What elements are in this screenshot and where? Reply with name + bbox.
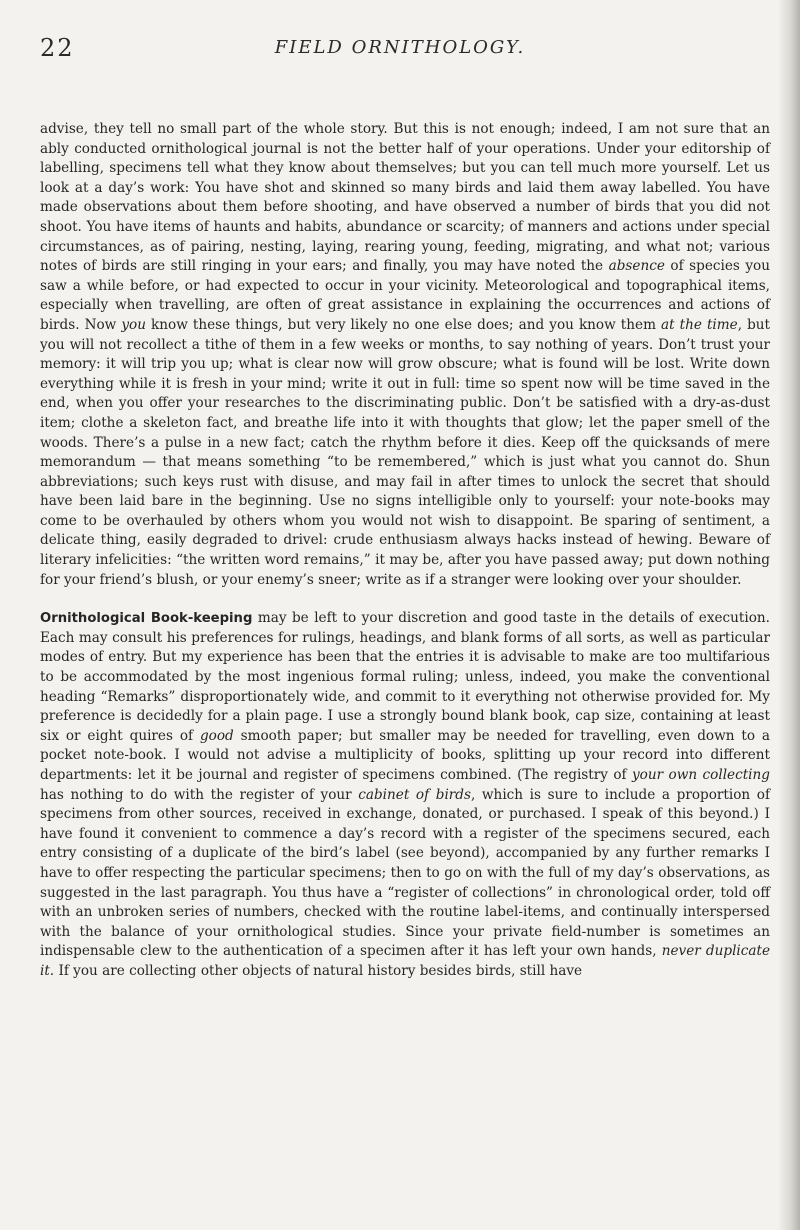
text-run: know these things, but very likely no one else does; and you know them bbox=[146, 316, 662, 333]
page-edge-shadow bbox=[778, 0, 800, 1230]
text-run: , which is sure to include a proportion of specimens from other sources, received in exchange, donated, or purchased. I speak of this beyond.) I have found it convenient to commence a day’s record with a register of the specimens secured, each entry consisting of a duplicate of the bird’s label (see beyond), accompanied by any further remarks I have to offer respecting the particular specimens; then to go on with the full of my day’s observations, as suggested in the last paragraph. You thus have a “register of collections” in chronological order, told off with an unbroken series of numbers, checked with the routine label-items, and continually interspersed with the balance of your ornithological studies. Since your private field-number is sometimes an indispensable clew to the authentication of a specimen after it has left your own hands, bbox=[40, 786, 770, 960]
page-number: 22 bbox=[40, 34, 75, 62]
italic-text: cabinet of birds bbox=[358, 786, 471, 803]
text-run: may be left to your discretion and good taste in the details of execution. Each may consult his preferences for rulings, headings, and blank forms of all sorts, as well as particular modes of entry. But my experience has been that the entries it is advisable to make are too multifarious to be accommodated by the most ingenious formal ruling; unless, indeed, you make the conventional heading “Remarks” disproportionately wide, and commit to it everything not otherwise provided for. My preference is decidedly for a plain page. I use a strongly bound blank book, cap size, containing at least six or eight quires of bbox=[40, 610, 770, 744]
text-run: has nothing to do with the register of your bbox=[40, 786, 359, 803]
page-header bbox=[0, 34, 800, 74]
body-text bbox=[40, 120, 770, 982]
italic-text: your own collecting bbox=[632, 767, 770, 783]
italic-text: good bbox=[199, 727, 234, 744]
paragraph bbox=[40, 120, 770, 590]
paragraph bbox=[40, 609, 770, 981]
text-run: of species you saw a while before, or had expected to occur in your vicinity. Meteorological and topographical items, especially when travelling, are often of great assistance in explaining the occurrences and actions of birds. Now bbox=[40, 258, 770, 333]
text-run: advise, they tell no small part of the whole story. But this is not enough; indeed, I am not sure that an ably conducted ornithological journal is not the better half of your operations. Under your editorship of labelling, specimens tell what they know about themselves; but you can tell much more yourself. Let us look at a day’s work: You have shot and skinned so many birds and laid them away labelled. You have made observations about them before shooting, and have observed a number of birds that you did not shoot. You have items of haunts and habits, abundance or scarcity; of manners and actions under special circumstances, as of pairing, nesting, laying, rearing young, feeding, migrating, and what not; various notes of birds are still ringing in your ears; and finally, you may have noted the bbox=[40, 121, 770, 275]
running-title: FIELD ORNITHOLOGY. bbox=[274, 37, 526, 58]
text-run: If you are collecting other objects of natural history besides birds, still have bbox=[54, 962, 583, 979]
italic-text: at the time bbox=[661, 316, 738, 333]
italic-text: absence bbox=[608, 258, 665, 275]
section-lead-heading: Ornithological Book-keeping bbox=[40, 611, 253, 627]
text-run: , but you will not recollect a tithe of them in a few weeks or months, to say nothing of years. Don’t trust your memory: it will trip you up; what is clear now will grow obscure; what is found will be lost. Write down everything while it is fresh in your mind; write it out in full: time so spent now will be time saved in the end, when you offer your researches to the discriminating public. Don’t be satisfied with a dry-as-dust item; clothe a skeleton fact, and breathe life into it with thoughts that glow; let the paper smell of the woods. There’s a pulse in a new fact; catch the rhythm before it dies. Keep off the quicksands of mere memorandum — that means something “to be remembered,” which is just what you cannot do. Shun abbreviations; such keys rust with disuse, and may fail in after times to unlock the secret that should have been laid bare in the beginning. Use no signs intelligible only to yourself: your note-books may come to be overhauled by others whom you would not wish to disappoint. Be sparing of sentiment, a delicate thing, easily degraded to drivel: crude enthusiasm always hacks instead of hewing. Beware of literary infelicities: “the written word remains,” it may be, after you have passed away; put down nothing for your friend’s blush, or your enemy’s sneer; write as if a stranger were looking over your shoulder. bbox=[40, 316, 771, 588]
text-run: smooth paper; but smaller may be needed for travelling, even down to a pocket note-book. I would not advise a multiplicity of books, splitting up your record into different departments: let it be journal and register of specimens combined. (The registry of bbox=[40, 727, 770, 783]
italic-text: you bbox=[121, 316, 146, 333]
italic-text: never duplicate it. bbox=[40, 943, 770, 979]
